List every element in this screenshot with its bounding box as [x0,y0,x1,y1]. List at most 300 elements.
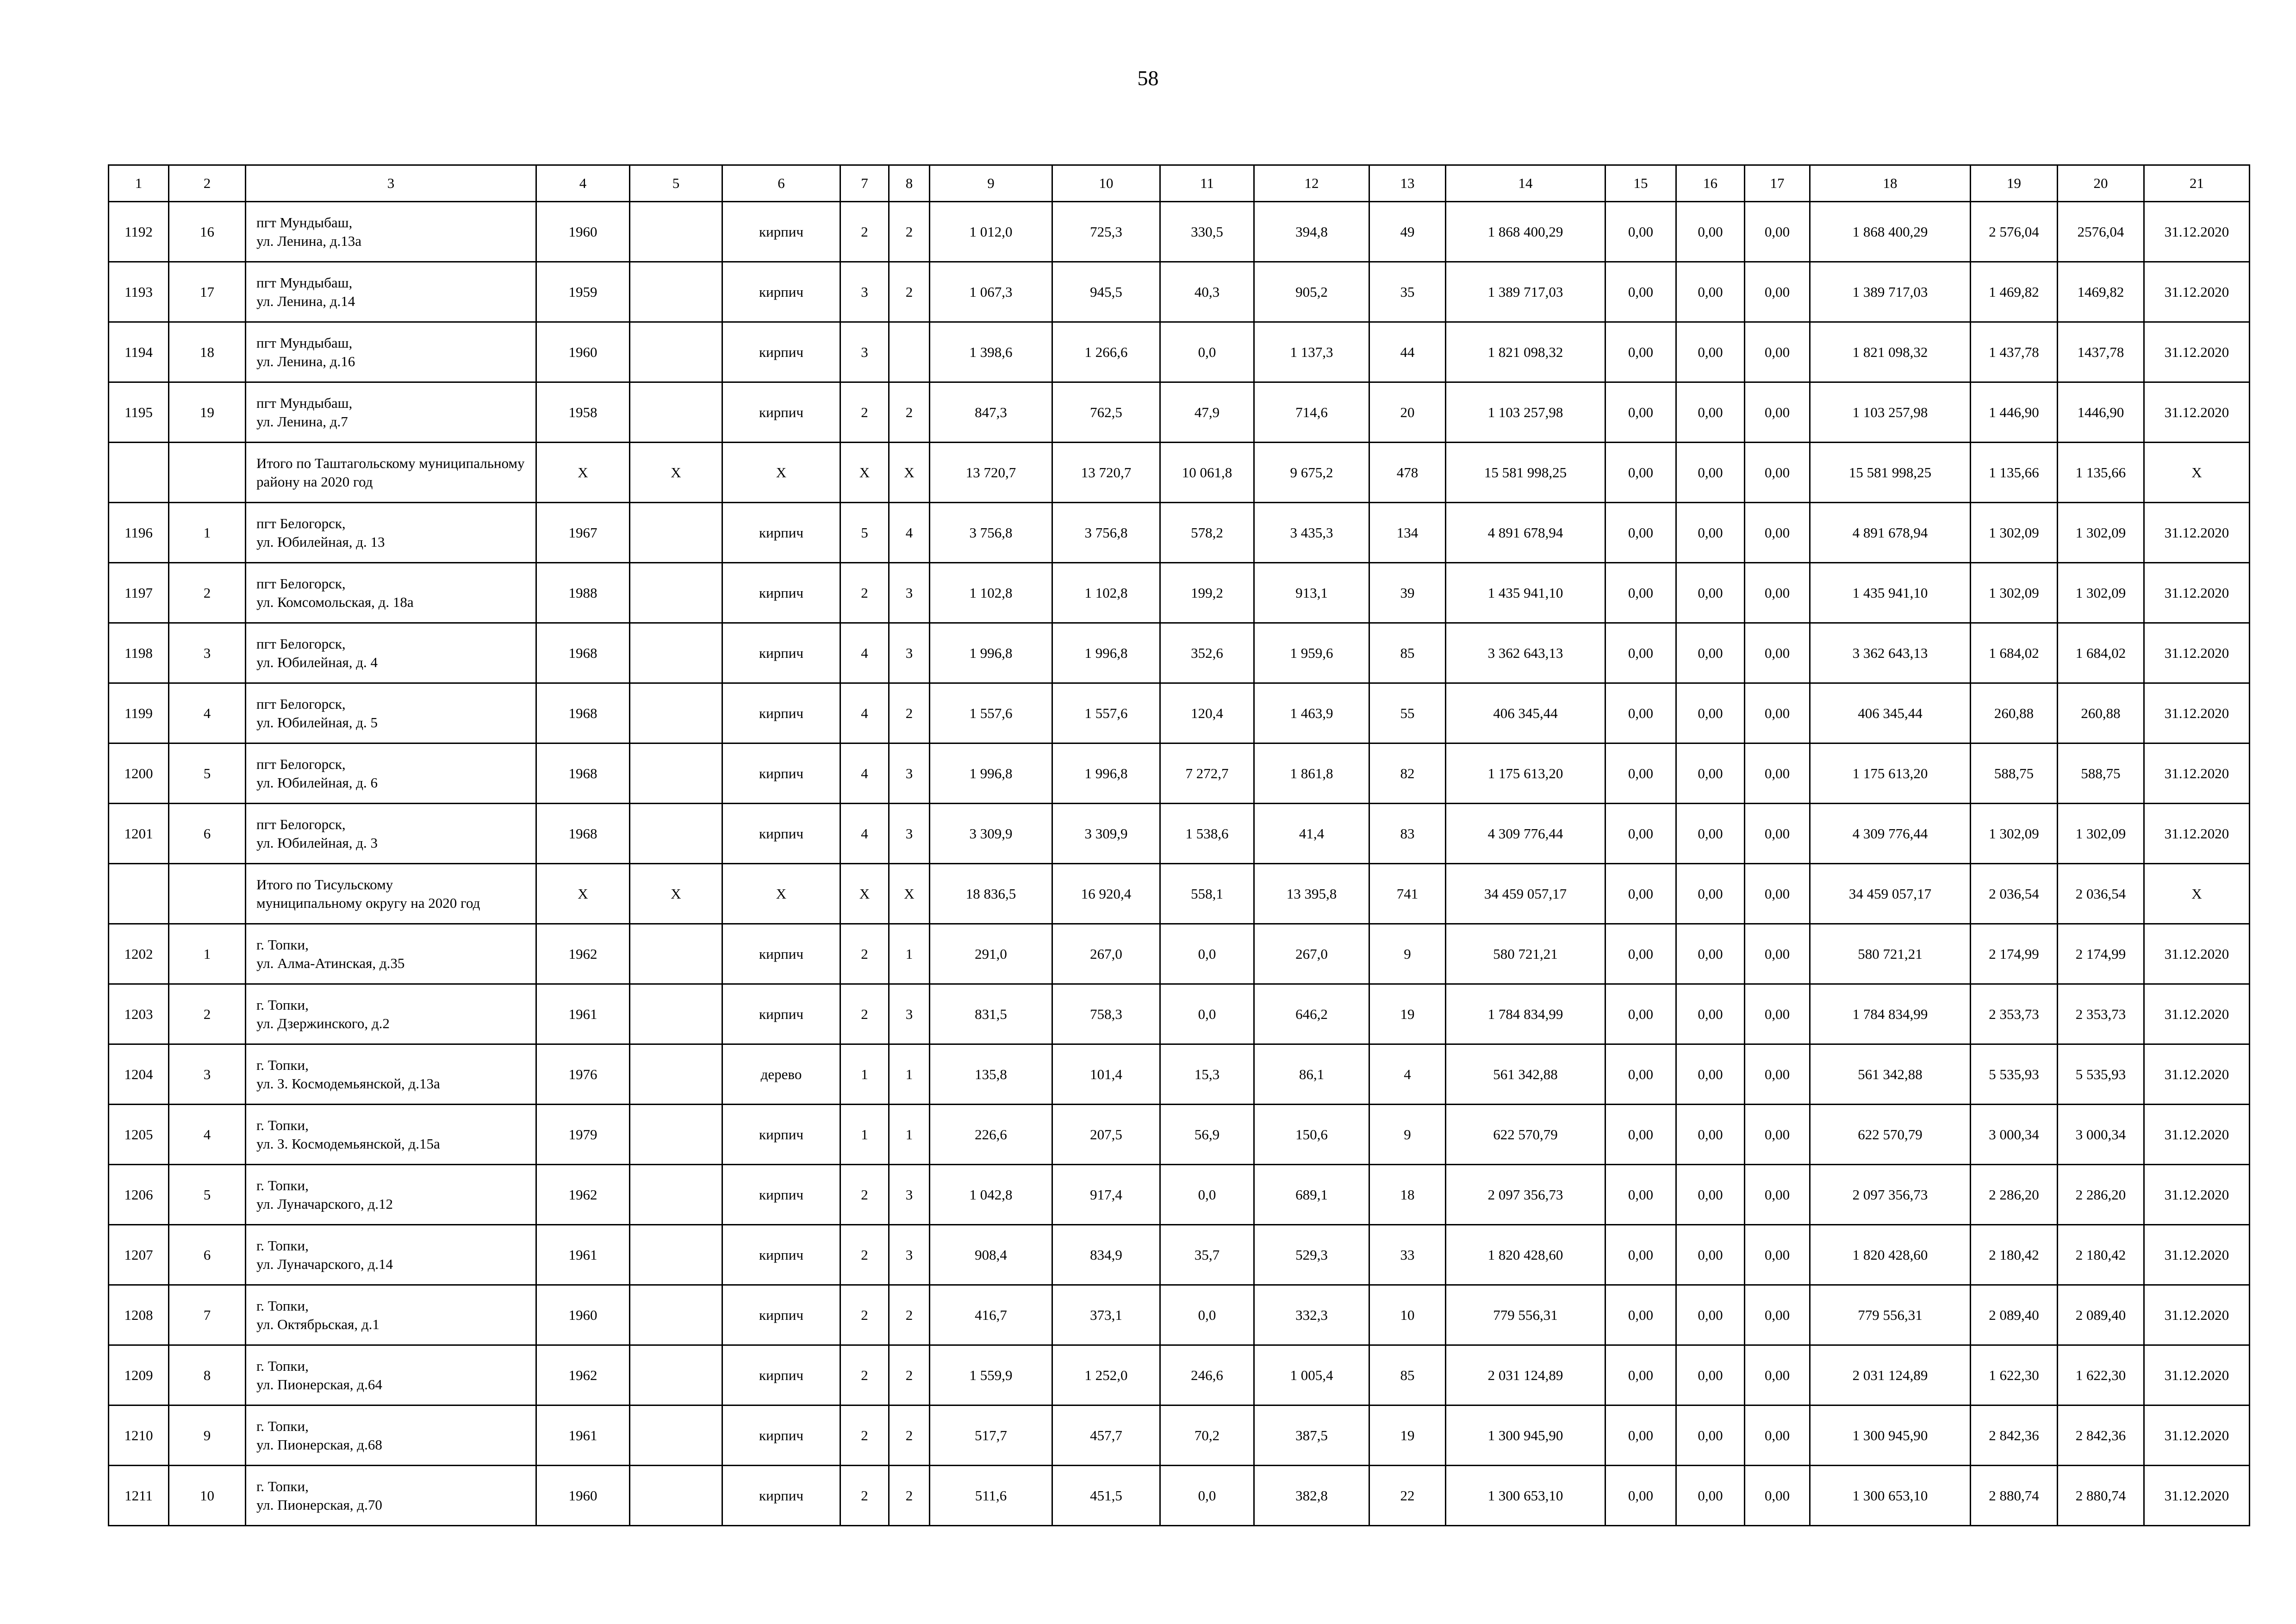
cell-col-11: 0,0 [1160,924,1254,984]
cell-col-20: 1 302,09 [2058,563,2144,623]
cell-col-14: 580 721,21 [1446,924,1605,984]
cell-col-9: 3 309,9 [930,804,1052,864]
cell-col-5 [630,1285,722,1345]
cell-col-6: кирпич [722,262,840,322]
address-line: ул. Комсомольская, д. 18а [256,593,414,610]
cell-col-15: 0,00 [1605,1105,1676,1165]
cell-col-18: 34 459 057,17 [1810,864,1971,924]
cell-col-12: 1 137,3 [1254,322,1369,382]
cell-col-13: 35 [1369,262,1446,322]
cell-col-14: 4 309 776,44 [1446,804,1605,864]
cell-col-5 [630,1225,722,1285]
cell-col-8: 1 [889,924,930,984]
cell-col-6: кирпич [722,322,840,382]
cell-col-7: 1 [840,1044,889,1105]
cell-col-14: 1 300 945,90 [1446,1405,1605,1466]
cell-col-2: 17 [169,262,246,322]
cell-col-17: 0,00 [1745,1466,1810,1526]
cell-col-17: 0,00 [1745,924,1810,984]
address-line: пгт Белогорск, [256,575,346,592]
table-row [109,322,2250,382]
cell-col-10: 1 557,6 [1052,683,1160,743]
cell-col-14: 1 821 098,32 [1446,322,1605,382]
cell-col-14: 561 342,88 [1446,1044,1605,1105]
cell-col-8: 1 [889,1044,930,1105]
cell-col-8: 3 [889,563,930,623]
cell-col-13: 85 [1369,1345,1446,1405]
cell-col-16: 0,00 [1676,262,1745,322]
address-cell [246,864,536,924]
cell-col-5 [630,1105,722,1165]
cell-col-8: X [889,864,930,924]
cell-col-14: 1 435 941,10 [1446,563,1605,623]
cell-col-20: 1469,82 [2058,262,2144,322]
cell-col-12: 382,8 [1254,1466,1369,1526]
cell-col-7: 2 [840,202,889,262]
cell-col-15: 0,00 [1605,984,1676,1044]
cell-col-5: X [630,864,722,924]
cell-col-7: 4 [840,804,889,864]
cell-col-6: кирпич [722,683,840,743]
cell-col-2: 16 [169,202,246,262]
address-cell [246,1405,536,1466]
cell-col-15: 0,00 [1605,623,1676,683]
cell-col-21: 31.12.2020 [2144,924,2250,984]
cell-col-9: 13 720,7 [930,443,1052,503]
cell-col-1: 1211 [109,1466,169,1526]
cell-col-14: 4 891 678,94 [1446,503,1605,563]
cell-col-2: 2 [169,984,246,1044]
cell-col-11: 35,7 [1160,1225,1254,1285]
cell-col-14: 34 459 057,17 [1446,864,1605,924]
table-row [109,1405,2250,1466]
cell-col-10: 16 920,4 [1052,864,1160,924]
cell-col-8: 4 [889,503,930,563]
cell-col-6: X [722,443,840,503]
address-line: пгт Мундыбаш, [256,334,353,351]
cell-col-21: 31.12.2020 [2144,1466,2250,1526]
cell-col-15: 0,00 [1605,1466,1676,1526]
cell-col-7: 2 [840,1405,889,1466]
cell-col-10: 101,4 [1052,1044,1160,1105]
cell-col-17: 0,00 [1745,443,1810,503]
cell-col-20: 1446,90 [2058,382,2144,443]
cell-col-1: 1203 [109,984,169,1044]
cell-col-19: 3 000,34 [1971,1105,2058,1165]
cell-col-19: 5 535,93 [1971,1044,2058,1105]
cell-col-17: 0,00 [1745,623,1810,683]
cell-col-14: 622 570,79 [1446,1105,1605,1165]
cell-col-15: 0,00 [1605,503,1676,563]
address-cell [246,443,536,503]
column-number-header: 15 [1605,165,1676,202]
cell-col-10: 1 252,0 [1052,1345,1160,1405]
column-number-header: 2 [169,165,246,202]
cell-col-7: 2 [840,382,889,443]
cell-col-20: 2576,04 [2058,202,2144,262]
cell-col-7: 2 [840,563,889,623]
cell-col-6: кирпич [722,1345,840,1405]
cell-col-13: 49 [1369,202,1446,262]
cell-col-11: 199,2 [1160,563,1254,623]
cell-col-21: 31.12.2020 [2144,623,2250,683]
address-line: пгт Белогорск, [256,816,346,832]
table-row [109,1466,2250,1526]
cell-col-2: 4 [169,683,246,743]
cell-col-5 [630,1165,722,1225]
address-cell [246,984,536,1044]
column-number-header: 17 [1745,165,1810,202]
table-row [109,743,2250,804]
cell-col-9: 226,6 [930,1105,1052,1165]
cell-col-13: 741 [1369,864,1446,924]
cell-col-20: 2 880,74 [2058,1466,2144,1526]
cell-col-6: кирпич [722,623,840,683]
cell-col-11: 56,9 [1160,1105,1254,1165]
cell-col-17: 0,00 [1745,984,1810,1044]
table-row [109,1044,2250,1105]
cell-col-7: X [840,443,889,503]
cell-col-6: кирпич [722,503,840,563]
cell-col-4: 1967 [536,503,630,563]
cell-col-18: 1 821 098,32 [1810,322,1971,382]
column-number-row [109,165,2250,202]
cell-col-2: 10 [169,1466,246,1526]
cell-col-4: 1961 [536,1225,630,1285]
cell-col-18: 4 891 678,94 [1810,503,1971,563]
cell-col-14: 3 362 643,13 [1446,623,1605,683]
cell-col-12: 150,6 [1254,1105,1369,1165]
cell-col-14: 1 300 653,10 [1446,1466,1605,1526]
cell-col-1: 1195 [109,382,169,443]
cell-col-13: 19 [1369,984,1446,1044]
cell-col-11: 7 272,7 [1160,743,1254,804]
table-row [109,984,2250,1044]
cell-col-18: 406 345,44 [1810,683,1971,743]
cell-col-4: 1979 [536,1105,630,1165]
cell-col-10: 725,3 [1052,202,1160,262]
cell-col-8: 3 [889,1165,930,1225]
cell-col-6: кирпич [722,743,840,804]
address-line: пгт Белогорск, [256,756,346,772]
column-number-header: 16 [1676,165,1745,202]
cell-col-19: 1 135,66 [1971,443,2058,503]
column-number-header: 18 [1810,165,1971,202]
cell-col-9: 1 012,0 [930,202,1052,262]
cell-col-2: 7 [169,1285,246,1345]
address-line: пгт Белогорск, [256,515,346,531]
cell-col-11: 0,0 [1160,1165,1254,1225]
cell-col-5 [630,984,722,1044]
cell-col-11: 47,9 [1160,382,1254,443]
cell-col-15: 0,00 [1605,443,1676,503]
cell-col-20: 1 135,66 [2058,443,2144,503]
cell-col-7: 2 [840,924,889,984]
housing-table [108,164,2250,1526]
cell-col-6: кирпич [722,924,840,984]
cell-col-8: 3 [889,1225,930,1285]
cell-col-4: 1968 [536,743,630,804]
cell-col-19: 2 089,40 [1971,1285,2058,1345]
cell-col-1: 1204 [109,1044,169,1105]
cell-col-10: 917,4 [1052,1165,1160,1225]
cell-col-12: 86,1 [1254,1044,1369,1105]
cell-col-10: 758,3 [1052,984,1160,1044]
cell-col-21: 31.12.2020 [2144,1165,2250,1225]
cell-col-4: 1976 [536,1044,630,1105]
cell-col-9: 416,7 [930,1285,1052,1345]
cell-col-2: 5 [169,1165,246,1225]
cell-col-13: 4 [1369,1044,1446,1105]
address-line: ул. Луначарского, д.12 [256,1195,393,1212]
cell-col-7: 2 [840,1225,889,1285]
cell-col-12: 267,0 [1254,924,1369,984]
cell-col-8: 3 [889,804,930,864]
subtotal-row [109,443,2250,503]
cell-col-9: 1 042,8 [930,1165,1052,1225]
cell-col-2 [169,443,246,503]
cell-col-20: 1 684,02 [2058,623,2144,683]
cell-col-4: 1968 [536,804,630,864]
table-row [109,804,2250,864]
cell-col-5 [630,262,722,322]
cell-col-6: X [722,864,840,924]
cell-col-12: 3 435,3 [1254,503,1369,563]
cell-col-15: 0,00 [1605,683,1676,743]
cell-col-13: 22 [1369,1466,1446,1526]
cell-col-1: 1208 [109,1285,169,1345]
cell-col-4: 1960 [536,1285,630,1345]
cell-col-4: 1960 [536,1466,630,1526]
address-line: ул. Дзержинского, д.2 [256,1015,390,1031]
table-row [109,924,2250,984]
cell-col-17: 0,00 [1745,1044,1810,1105]
cell-col-5 [630,563,722,623]
cell-col-14: 2 097 356,73 [1446,1165,1605,1225]
cell-col-4: 1961 [536,1405,630,1466]
address-cell [246,1044,536,1105]
cell-col-20: 1437,78 [2058,322,2144,382]
cell-col-6: кирпич [722,1165,840,1225]
cell-col-21: 31.12.2020 [2144,1105,2250,1165]
address-line: г. Топки, [256,1418,309,1434]
cell-col-17: 0,00 [1745,1285,1810,1345]
cell-col-2: 18 [169,322,246,382]
cell-col-21: X [2144,443,2250,503]
cell-col-18: 2 097 356,73 [1810,1165,1971,1225]
cell-col-11: 0,0 [1160,1466,1254,1526]
cell-col-10: 267,0 [1052,924,1160,984]
cell-col-5 [630,804,722,864]
cell-col-9: 1 557,6 [930,683,1052,743]
cell-col-11: 10 061,8 [1160,443,1254,503]
table-body [109,202,2250,1526]
address-line: ул. Ленина, д.16 [256,353,355,369]
address-cell [246,202,536,262]
cell-col-21: 31.12.2020 [2144,984,2250,1044]
column-number-header: 14 [1446,165,1605,202]
cell-col-6: кирпич [722,382,840,443]
cell-col-12: 1 463,9 [1254,683,1369,743]
cell-col-17: 0,00 [1745,1225,1810,1285]
address-line: г. Топки, [256,1177,309,1193]
cell-col-13: 55 [1369,683,1446,743]
cell-col-2: 19 [169,382,246,443]
cell-col-11: 120,4 [1160,683,1254,743]
cell-col-4: 1968 [536,623,630,683]
cell-col-17: 0,00 [1745,1345,1810,1405]
address-line: ул. Алма-Атинская, д.35 [256,955,405,971]
table-row [109,623,2250,683]
address-cell [246,1165,536,1225]
table-row [109,1105,2250,1165]
cell-col-21: 31.12.2020 [2144,563,2250,623]
cell-col-9: 1 398,6 [930,322,1052,382]
cell-col-20: 2 286,20 [2058,1165,2144,1225]
address-line: району на 2020 год [256,473,373,490]
cell-col-8 [889,322,930,382]
cell-col-17: 0,00 [1745,503,1810,563]
cell-col-8: 2 [889,1405,930,1466]
cell-col-21: 31.12.2020 [2144,1405,2250,1466]
table-row [109,202,2250,262]
cell-col-18: 580 721,21 [1810,924,1971,984]
cell-col-9: 1 067,3 [930,262,1052,322]
cell-col-2: 5 [169,743,246,804]
address-cell [246,1225,536,1285]
cell-col-10: 834,9 [1052,1225,1160,1285]
cell-col-18: 3 362 643,13 [1810,623,1971,683]
cell-col-7: 2 [840,1345,889,1405]
cell-col-5 [630,623,722,683]
cell-col-5 [630,382,722,443]
cell-col-20: 2 089,40 [2058,1285,2144,1345]
cell-col-2: 3 [169,1044,246,1105]
address-cell [246,743,536,804]
cell-col-4: X [536,864,630,924]
cell-col-13: 85 [1369,623,1446,683]
table-row [109,262,2250,322]
cell-col-10: 3 756,8 [1052,503,1160,563]
cell-col-1: 1206 [109,1165,169,1225]
cell-col-18: 561 342,88 [1810,1044,1971,1105]
cell-col-9: 3 756,8 [930,503,1052,563]
table-row [109,683,2250,743]
cell-col-13: 44 [1369,322,1446,382]
address-line: ул. Юбилейная, д. 13 [256,533,385,550]
cell-col-16: 0,00 [1676,503,1745,563]
cell-col-19: 1 469,82 [1971,262,2058,322]
cell-col-12: 913,1 [1254,563,1369,623]
cell-col-12: 1 005,4 [1254,1345,1369,1405]
cell-col-16: 0,00 [1676,322,1745,382]
cell-col-12: 1 959,6 [1254,623,1369,683]
cell-col-9: 135,8 [930,1044,1052,1105]
cell-col-15: 0,00 [1605,563,1676,623]
cell-col-9: 18 836,5 [930,864,1052,924]
cell-col-13: 33 [1369,1225,1446,1285]
cell-col-14: 1 868 400,29 [1446,202,1605,262]
column-number-header: 4 [536,165,630,202]
cell-col-16: 0,00 [1676,1165,1745,1225]
cell-col-21: 31.12.2020 [2144,322,2250,382]
cell-col-16: 0,00 [1676,1466,1745,1526]
cell-col-16: 0,00 [1676,623,1745,683]
cell-col-21: X [2144,864,2250,924]
cell-col-8: 3 [889,743,930,804]
cell-col-19: 2 286,20 [1971,1165,2058,1225]
cell-col-21: 31.12.2020 [2144,683,2250,743]
address-line: г. Топки, [256,1357,309,1374]
table-row [109,1285,2250,1345]
cell-col-9: 1 996,8 [930,623,1052,683]
cell-col-8: 2 [889,262,930,322]
cell-col-15: 0,00 [1605,924,1676,984]
address-line: г. Топки, [256,1237,309,1254]
address-cell [246,804,536,864]
cell-col-20: 2 842,36 [2058,1405,2144,1466]
cell-col-12: 905,2 [1254,262,1369,322]
cell-col-8: 2 [889,382,930,443]
address-line: ул. Луначарского, д.14 [256,1255,393,1272]
cell-col-17: 0,00 [1745,683,1810,743]
cell-col-20: 1 302,09 [2058,804,2144,864]
cell-col-7: 2 [840,1466,889,1526]
cell-col-21: 31.12.2020 [2144,1285,2250,1345]
cell-col-13: 10 [1369,1285,1446,1345]
cell-col-1: 1201 [109,804,169,864]
cell-col-6: кирпич [722,804,840,864]
cell-col-6: кирпич [722,202,840,262]
cell-col-4: 1968 [536,683,630,743]
cell-col-5: X [630,443,722,503]
cell-col-9: 1 559,9 [930,1345,1052,1405]
cell-col-11: 558,1 [1160,864,1254,924]
column-number-header: 19 [1971,165,2058,202]
cell-col-7: 2 [840,1285,889,1345]
cell-col-15: 0,00 [1605,1044,1676,1105]
cell-col-18: 1 868 400,29 [1810,202,1971,262]
cell-col-19: 1 622,30 [1971,1345,2058,1405]
address-line: ул. З. Космодемьянской, д.15а [256,1135,440,1152]
page-number: 58 [1137,66,1159,90]
cell-col-12: 1 861,8 [1254,743,1369,804]
cell-col-19: 1 437,78 [1971,322,2058,382]
cell-col-18: 1 820 428,60 [1810,1225,1971,1285]
cell-col-13: 39 [1369,563,1446,623]
cell-col-10: 451,5 [1052,1466,1160,1526]
address-cell [246,1345,536,1405]
table-row [109,1225,2250,1285]
cell-col-21: 31.12.2020 [2144,743,2250,804]
cell-col-15: 0,00 [1605,322,1676,382]
cell-col-8: 3 [889,623,930,683]
cell-col-18: 4 309 776,44 [1810,804,1971,864]
cell-col-15: 0,00 [1605,1345,1676,1405]
cell-col-4: 1960 [536,202,630,262]
cell-col-10: 1 996,8 [1052,623,1160,683]
cell-col-5 [630,1466,722,1526]
cell-col-18: 1 435 941,10 [1810,563,1971,623]
cell-col-14: 1 389 717,03 [1446,262,1605,322]
cell-col-9: 908,4 [930,1225,1052,1285]
cell-col-5 [630,1405,722,1466]
cell-col-15: 0,00 [1605,382,1676,443]
cell-col-18: 1 389 717,03 [1810,262,1971,322]
cell-col-15: 0,00 [1605,864,1676,924]
cell-col-10: 3 309,9 [1052,804,1160,864]
column-number-header: 6 [722,165,840,202]
